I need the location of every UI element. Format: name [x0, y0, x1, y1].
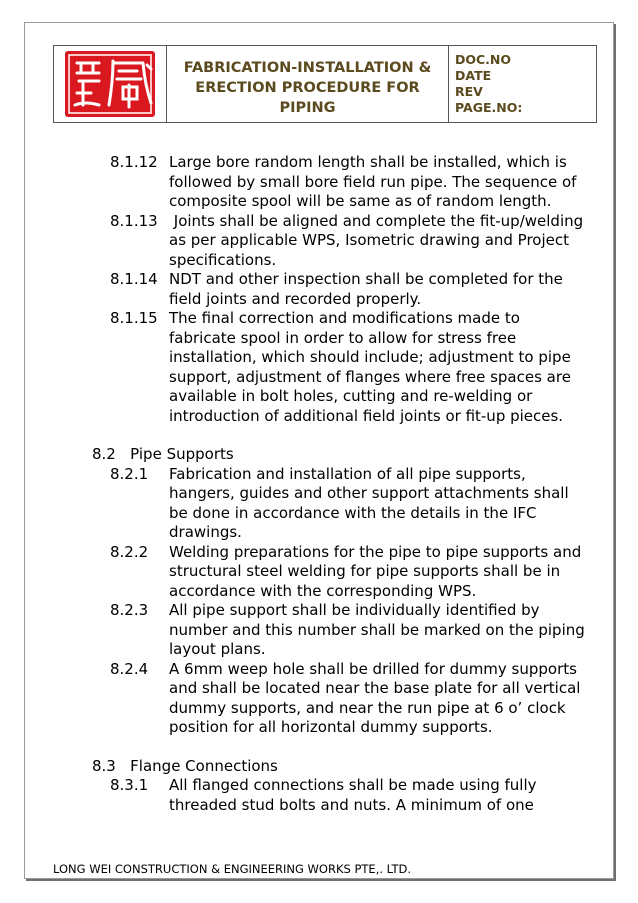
date-label: DATE — [455, 68, 492, 83]
section-title: Flange Connections — [130, 756, 278, 775]
clause-8-1-14 — [110, 270, 589, 309]
section-number: 8.2 — [92, 445, 116, 463]
doc-no-label: DOC.NO — [455, 52, 512, 67]
clause-text: Large bore random length shall be installed, which is followed by small bore field run pipe. The sequence of composite spool will be same as of random length. — [169, 153, 577, 210]
clause-text: All pipe support shall be individually identified by number and this number shall be marked on the piping layout plans. — [169, 601, 585, 658]
clause-text: The final correction and modifications made to fabricate spool in order to allow for stress free installation, which should include; adjustment to pipe support, adjustment of flanges where free spaces are available in bolt holes, cutting and re-welding or introduction of additional field joints or fit-up pieces. — [169, 309, 571, 425]
section-title: Pipe Supports — [130, 445, 234, 463]
page-footer: LONG WEI CONSTRUCTION & ENGINEERING WORKS PTE,. LTD. — [53, 862, 412, 876]
clause-8-1-15 — [110, 309, 589, 426]
clause-text: Welding preparations for the pipe to pipe supports and structural steel welding for pipe supports shall be in accordance with the corresponding WPS. — [169, 542, 582, 600]
clause-8-1-12 — [110, 153, 589, 212]
clause-number: 8.2.1 — [110, 464, 149, 483]
clause-number: 8.3.1 — [110, 776, 149, 794]
document-title: FABRICATION-INSTALLATION & ERECTION PROCEDURE FOR PIPING — [167, 46, 449, 122]
clause-8-3-1 — [110, 776, 589, 815]
company-seal-logo-icon — [63, 49, 157, 119]
clause-text: A 6mm weep hole shall be drilled for dummy supports and shall be located near the base plate for all vertical dummy supports, and near the run pipe at 6 o’ clock position for all horizontal dummy supports. — [169, 659, 581, 736]
clause-number: 8.2.2 — [110, 542, 149, 561]
clause-8-1-13 — [110, 212, 589, 271]
clause-text: Fabrication and installation of all pipe supports, hangers, guides and other support attachments shall be done in accordance with the details in the IFC drawings. — [169, 464, 569, 541]
clause-text: Joints shall be aligned and complete the fit-up/welding as per applicable WPS, Isometric drawing and Project specifications. — [169, 211, 588, 269]
section-8-3-heading — [92, 757, 638, 777]
clause-number: 8.2.3 — [110, 601, 149, 619]
page-no-label: PAGE.NO: — [455, 100, 523, 115]
clause-number: 8.1.15 — [110, 309, 158, 327]
clause-text: NDT and other inspection shall be completed for the field joints and recorded properly. — [169, 270, 563, 308]
document-header — [53, 45, 597, 123]
clause-number: 8.1.12 — [110, 153, 158, 171]
clause-text: All flanged connections shall be made using fully threaded stud bolts and nuts. A minimum of one — [169, 776, 537, 814]
section-8-2-heading — [92, 445, 638, 465]
clause-8-2-3 — [110, 601, 589, 660]
clause-number: 8.1.13 — [110, 211, 158, 230]
document-body — [0, 153, 638, 815]
section-number: 8.3 — [92, 756, 116, 775]
logo-cell — [54, 46, 167, 122]
clause-number: 8.1.14 — [110, 270, 158, 288]
rev-label: REV — [455, 84, 483, 99]
clause-8-2-1 — [110, 465, 589, 543]
clause-8-2-4 — [110, 660, 589, 738]
clause-8-2-2 — [110, 543, 589, 602]
clause-number: 8.2.4 — [110, 659, 149, 678]
doc-info-fields — [449, 46, 596, 122]
